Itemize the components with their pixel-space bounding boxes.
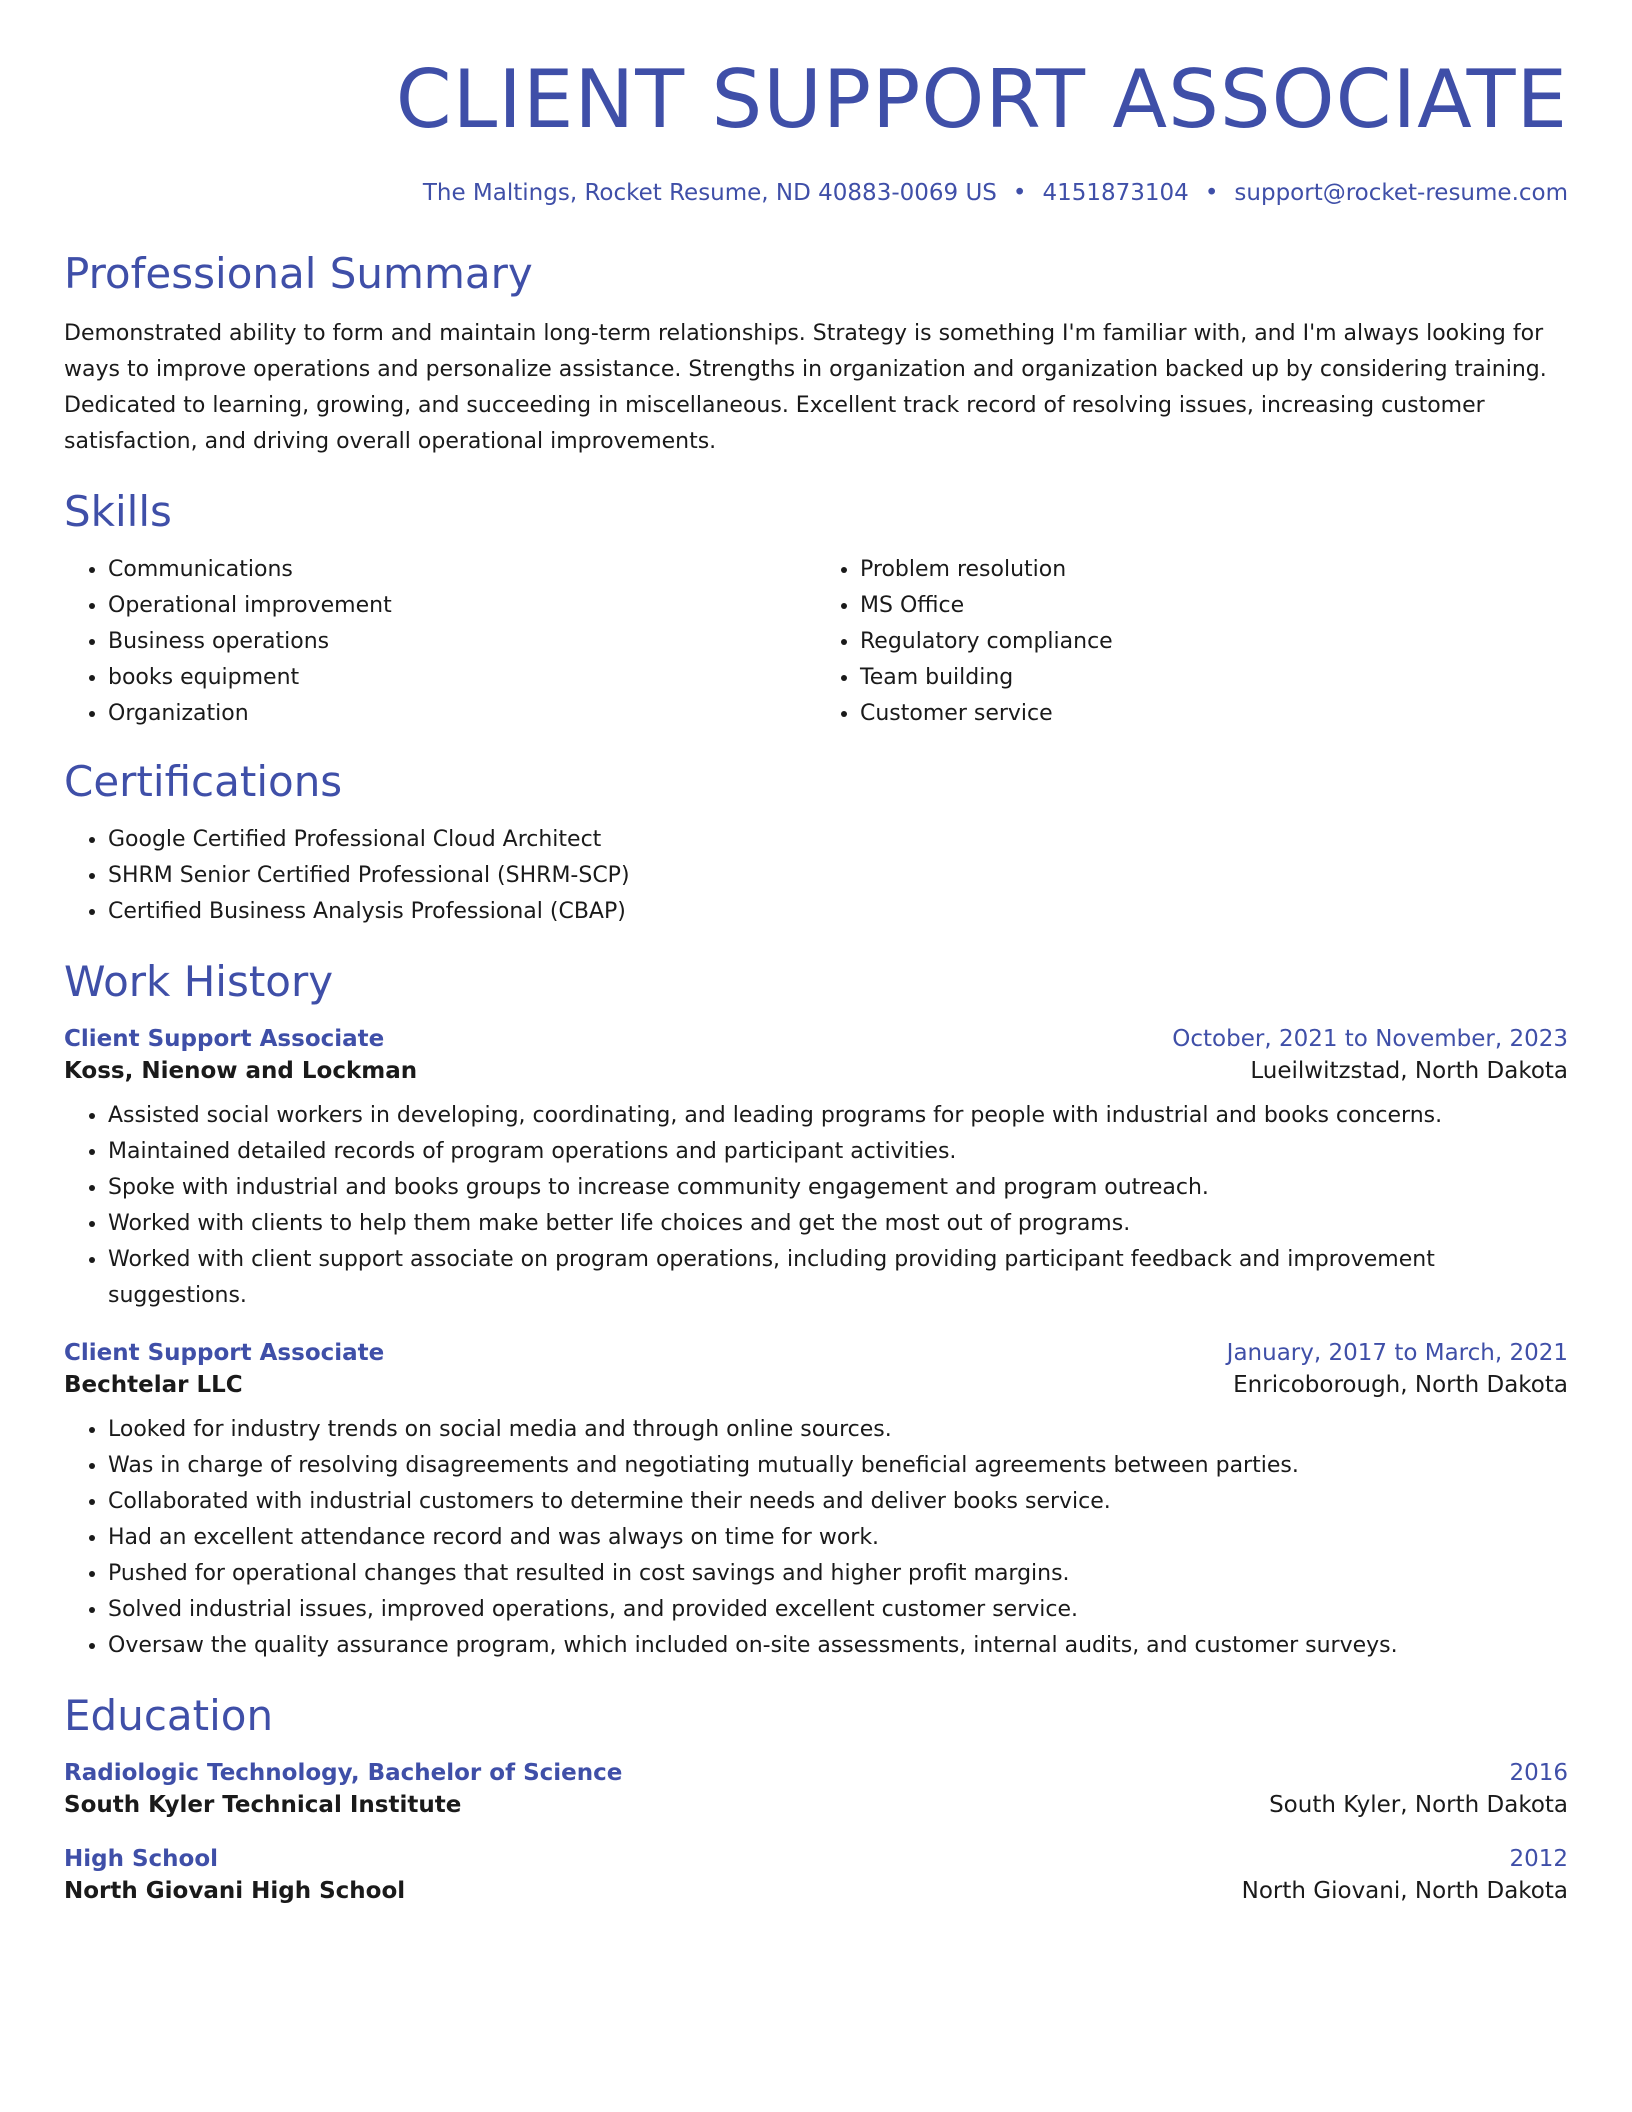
work-entry-subheader	[64, 1058, 1568, 1084]
section-heading-summary: Professional Summary	[64, 249, 533, 298]
job-bullet: • Looked for industry trends on social media and through online sources.	[108, 1412, 1568, 1448]
skill-item: • Regulatory compliance	[860, 624, 1568, 660]
contact-separator: •	[1204, 180, 1219, 206]
section-heading-education: Education	[64, 1691, 274, 1740]
section-heading-certifications: Certifications	[64, 757, 343, 806]
contact-separator: •	[1012, 180, 1027, 206]
job-location: Lueilwitzstad, North Dakota	[1250, 1058, 1568, 1084]
section-heading-skills: Skills	[64, 487, 172, 536]
job-bullet: • Oversaw the quality assurance program, which included on-site assessments, internal audits, and customer surveys.	[108, 1628, 1568, 1664]
resume-name: CLIENT SUPPORT ASSOCIATE	[395, 53, 1568, 146]
work-entry-subheader	[64, 1372, 1568, 1398]
graduation-year: 2012	[1509, 1846, 1568, 1872]
school-name: South Kyler Technical Institute	[64, 1792, 462, 1818]
skill-item: • Customer service	[860, 696, 1568, 732]
education-entry	[64, 1760, 1568, 1818]
certifications-list	[64, 822, 1568, 930]
skills-list-right	[816, 552, 1568, 732]
contact-email[interactable]: support@rocket-resume.com	[1234, 180, 1568, 206]
skill-item: • Organization	[108, 696, 816, 732]
job-bullet: • Worked with clients to help them make better life choices and get the most out of programs.	[108, 1206, 1568, 1242]
job-dates: January, 2017 to March, 2021	[1226, 1340, 1568, 1366]
work-entry-header	[64, 1026, 1568, 1052]
job-bullet: • Worked with client support associate on program operations, including providing participant feedback and improvement suggestions.	[108, 1242, 1568, 1314]
skill-item: • MS Office	[860, 588, 1568, 624]
degree-name: High School	[64, 1846, 219, 1872]
education-entry-header	[64, 1846, 1568, 1872]
education-entry-subheader	[64, 1792, 1568, 1818]
skill-item: • Problem resolution	[860, 552, 1568, 588]
skills-list-left	[64, 552, 816, 732]
section-heading-work-history: Work History	[64, 957, 334, 1006]
work-entry	[64, 1026, 1568, 1314]
job-bullet: • Had an excellent attendance record and was always on time for work.	[108, 1520, 1568, 1556]
summary-text: Demonstrated ability to form and maintain long-term relationships. Strategy is something I'm familiar with, and I'm always looking for ways to improve operations and personalize assistance. Strengths in organization and organization backed up by considering training. Dedicated to learning, growing, and succeeding in miscellaneous. Excellent track record of resolving issues, increasing customer satisfaction, and driving overall operational improvements.	[64, 321, 1547, 454]
job-bullet: • Spoke with industrial and books groups to increase community engagement and program outreach.	[108, 1170, 1568, 1206]
job-dates: October, 2021 to November, 2023	[1172, 1026, 1568, 1052]
skill-item: • books equipment	[108, 660, 816, 696]
graduation-year: 2016	[1509, 1760, 1568, 1786]
job-title: Client Support Associate	[64, 1340, 385, 1366]
skills-columns	[64, 552, 1568, 732]
company-name: Koss, Nienow and Lockman	[64, 1058, 418, 1084]
company-name: Bechtelar LLC	[64, 1372, 243, 1398]
job-bullet: • Was in charge of resolving disagreements and negotiating mutually beneficial agreements between parties.	[108, 1448, 1568, 1484]
skill-item: • Operational improvement	[108, 588, 816, 624]
school-location: South Kyler, North Dakota	[1269, 1792, 1568, 1818]
work-entry	[64, 1340, 1568, 1664]
job-location: Enricoborough, North Dakota	[1233, 1372, 1568, 1398]
certification-item: • SHRM Senior Certified Professional (SHRM-SCP)	[108, 858, 1568, 894]
job-bullet: • Maintained detailed records of program operations and participant activities.	[108, 1134, 1568, 1170]
job-bullet: • Solved industrial issues, improved operations, and provided excellent customer service.	[108, 1592, 1568, 1628]
skill-item: • Communications	[108, 552, 816, 588]
school-name: North Giovani High School	[64, 1878, 406, 1904]
skill-item: • Team building	[860, 660, 1568, 696]
job-bullet: • Pushed for operational changes that resulted in cost savings and higher profit margins.	[108, 1556, 1568, 1592]
degree-name: Radiologic Technology, Bachelor of Science	[64, 1760, 623, 1786]
school-location: North Giovani, North Dakota	[1241, 1878, 1568, 1904]
skill-item: • Business operations	[108, 624, 816, 660]
contact-line	[64, 180, 1568, 206]
job-bullet: • Collaborated with industrial customers to determine their needs and deliver books service.	[108, 1484, 1568, 1520]
job-bullets	[64, 1098, 1568, 1314]
contact-phone: 4151873104	[1042, 180, 1189, 206]
education-entry	[64, 1846, 1568, 1904]
work-entry-header	[64, 1340, 1568, 1366]
job-bullets	[64, 1412, 1568, 1664]
education-entry-subheader	[64, 1878, 1568, 1904]
certification-item: • Certified Business Analysis Professional (CBAP)	[108, 894, 1568, 930]
job-title: Client Support Associate	[64, 1026, 385, 1052]
job-bullet: • Assisted social workers in developing, coordinating, and leading programs for people with industrial and books concerns.	[108, 1098, 1568, 1134]
certification-item: • Google Certified Professional Cloud Architect	[108, 822, 1568, 858]
education-entry-header	[64, 1760, 1568, 1786]
contact-address: The Maltings, Rocket Resume, ND 40883-0069 US	[422, 180, 997, 206]
